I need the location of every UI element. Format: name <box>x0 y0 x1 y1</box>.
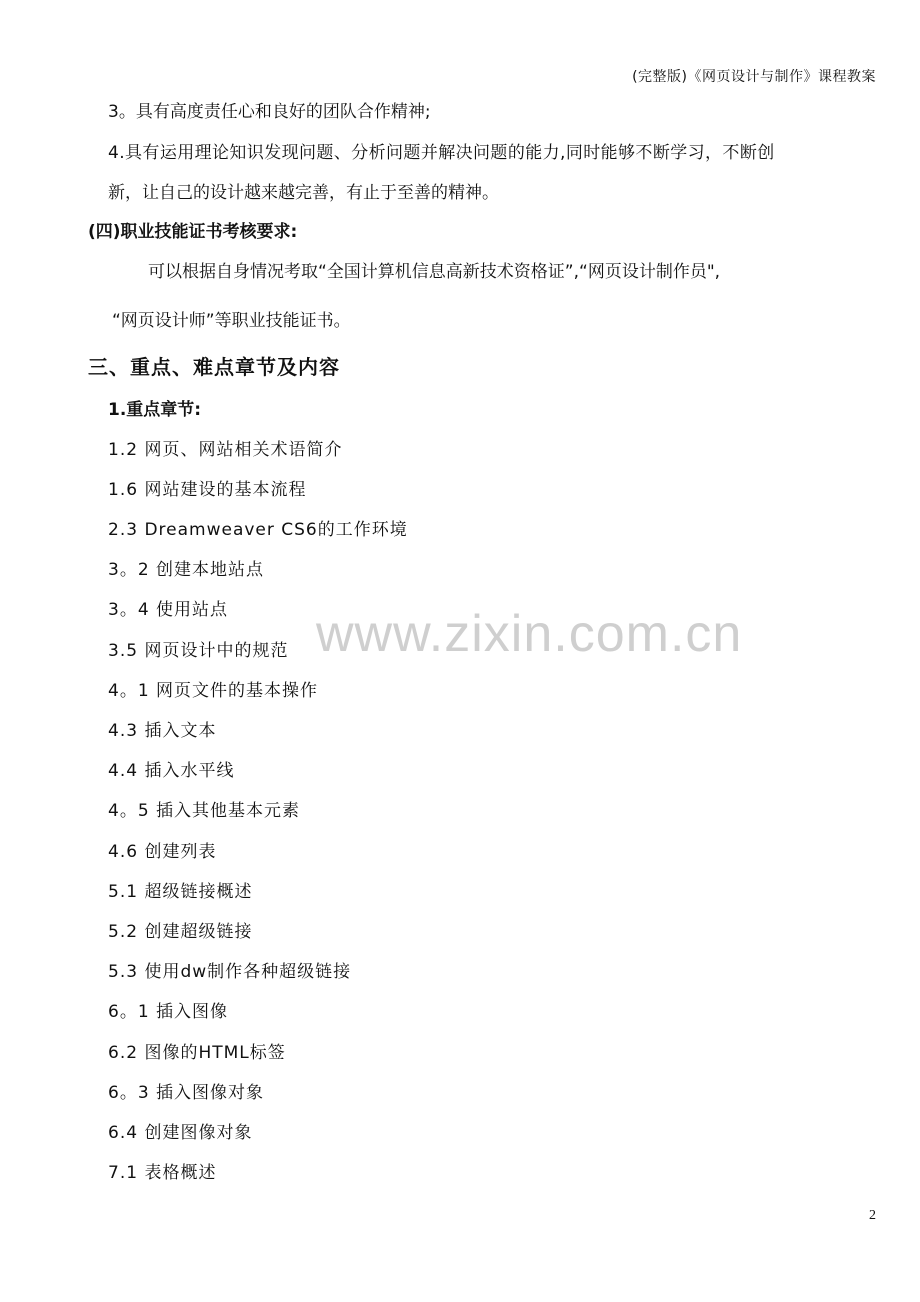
list-item: 3.5 网页设计中的规范 <box>108 641 289 661</box>
list-item: 4.6 创建列表 <box>108 842 217 862</box>
page-number: 2 <box>869 1208 876 1223</box>
list-item: 4.3 插入文本 <box>108 721 217 741</box>
list-item: 4.4 插入水平线 <box>108 761 235 781</box>
list-item: 1.2 网页、网站相关术语简介 <box>108 440 343 460</box>
list-item: 6.2 图像的HTML标签 <box>108 1043 286 1063</box>
running-header: (完整版)《网页设计与制作》课程教案 <box>632 69 876 85</box>
list-item: 7.1 表格概述 <box>108 1163 217 1183</box>
list-item: 6。1 插入图像 <box>108 1002 229 1022</box>
list-item: 6。3 插入图像对象 <box>108 1083 265 1103</box>
certification-heading: (四)职业技能证书考核要求: <box>88 222 298 242</box>
list-item: 2.3 Dreamweaver CS6的工作环境 <box>108 520 408 540</box>
list-item: 1.6 网站建设的基本流程 <box>108 480 307 500</box>
key-chapters-heading: 1.重点章节: <box>108 400 202 420</box>
list-item: 4。5 插入其他基本元素 <box>108 801 301 821</box>
list-item: 3。4 使用站点 <box>108 600 229 620</box>
list-item: 5.1 超级链接概述 <box>108 882 253 902</box>
list-item: 6.4 创建图像对象 <box>108 1123 253 1143</box>
ability-item-3: 3。具有高度责任心和良好的团队合作精神; <box>108 102 431 122</box>
certification-text-line-1: 可以根据自身情况考取“全国计算机信息高新技术资格证”,“网页设计制作员", <box>148 262 721 282</box>
ability-item-4-line-1: 4.具有运用理论知识发现问题、分析问题并解决问题的能力,同时能够不断学习，不断创 <box>108 143 775 163</box>
watermark: www.zixin.com.cn <box>316 605 743 663</box>
list-item: 5.2 创建超级链接 <box>108 922 253 942</box>
list-item: 4。1 网页文件的基本操作 <box>108 681 319 701</box>
list-item: 5.3 使用dw制作各种超级链接 <box>108 962 352 982</box>
section-heading: 三、重点、难点章节及内容 <box>88 355 340 379</box>
certification-text-line-2: “网页设计师”等职业技能证书。 <box>112 311 351 331</box>
ability-item-4-line-2: 新，让自己的设计越来越完善，有止于至善的精神。 <box>108 183 499 203</box>
list-item: 3。2 创建本地站点 <box>108 560 265 580</box>
